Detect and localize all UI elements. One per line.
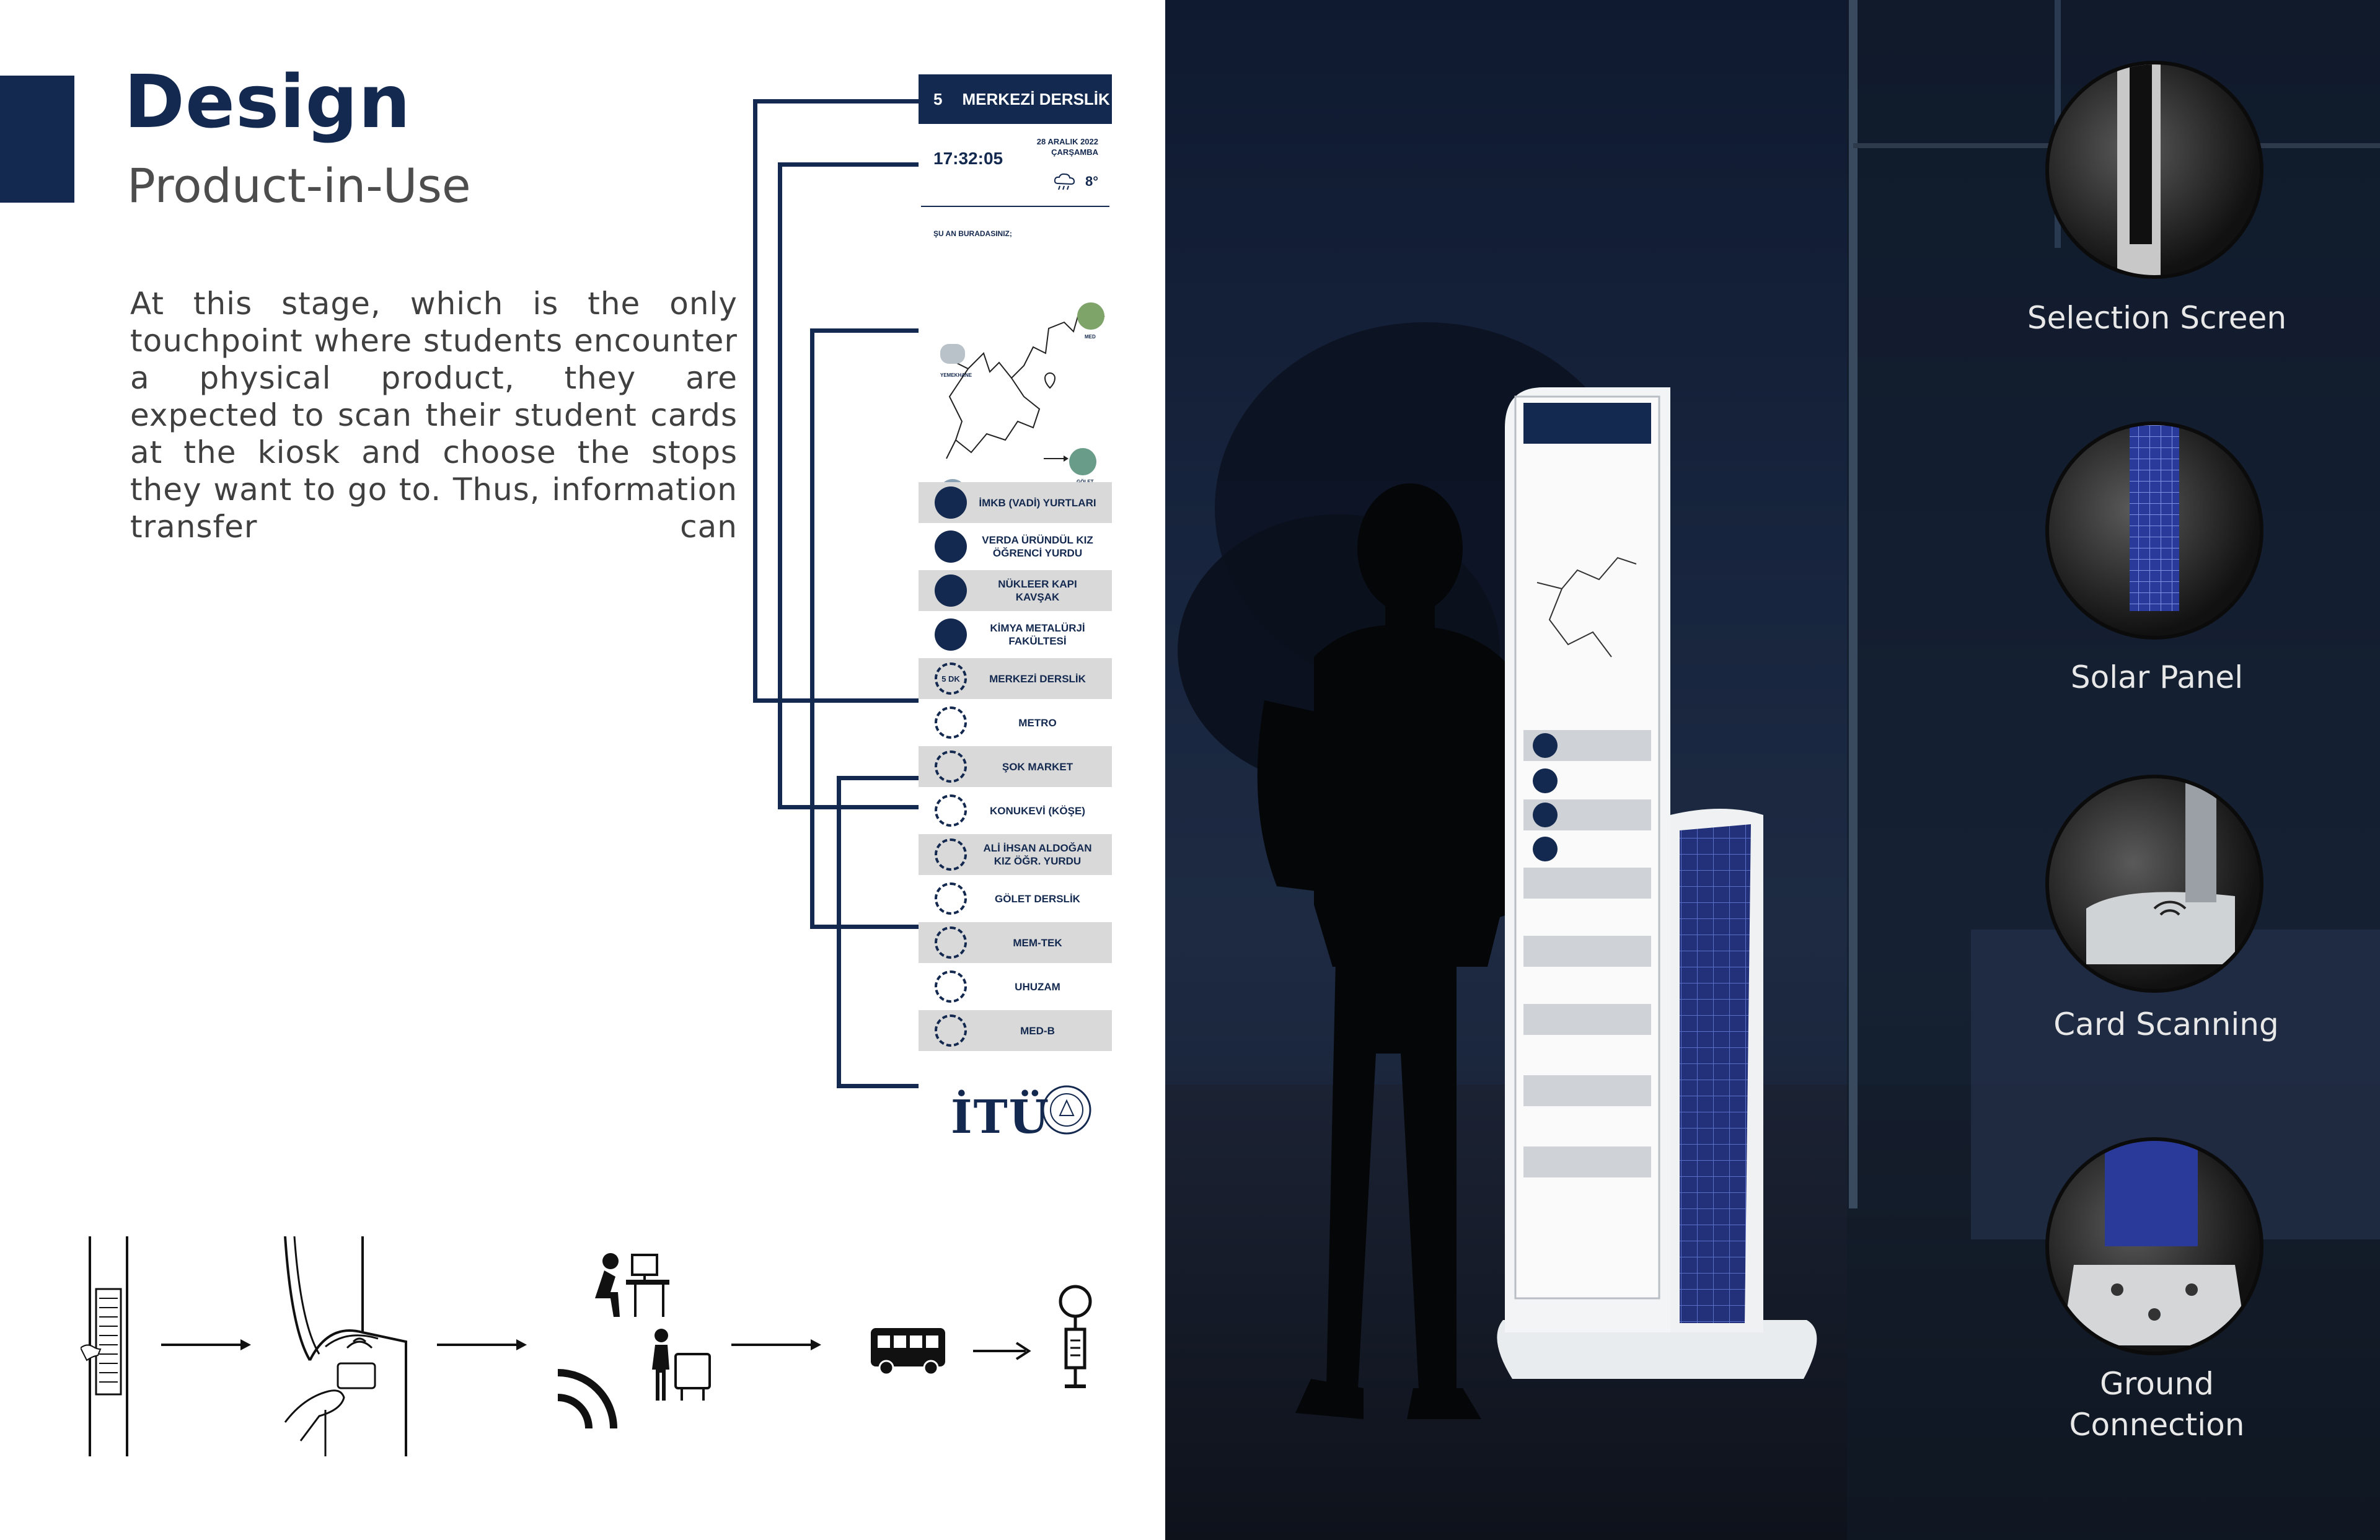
card-scanning-detail bbox=[2045, 775, 2263, 993]
ground-connection-detail bbox=[2045, 1137, 2263, 1355]
stop-name: ŞOK MARKET bbox=[1002, 760, 1073, 773]
station-name: MERKEZİ DERSLİK bbox=[962, 89, 1110, 108]
stop-row[interactable] bbox=[919, 966, 1112, 1007]
stop-name: KİMYA METALÜRJİ FAKÜLTESİ bbox=[990, 622, 1085, 647]
location-pin-icon bbox=[1045, 373, 1055, 388]
bus-stop-icon bbox=[1060, 1287, 1090, 1386]
stop-row[interactable] bbox=[919, 878, 1112, 919]
stop-name: KONUKEVİ (KÖŞE) bbox=[990, 804, 1085, 817]
landmark-yemekhane: YEMEKHANE bbox=[940, 372, 972, 378]
screen-time: 17:32:05 bbox=[933, 149, 1003, 168]
rain-cloud-icon bbox=[1053, 172, 1077, 191]
solar-panel-detail bbox=[2045, 421, 2263, 640]
stop-row[interactable] bbox=[919, 570, 1112, 611]
stop-name: İMKB (VADİ) YURTLARI bbox=[979, 496, 1096, 509]
university-seal-icon bbox=[1041, 1085, 1092, 1135]
product-photo bbox=[1165, 0, 2380, 1540]
stop-row[interactable] bbox=[919, 790, 1112, 831]
date-text: 28 ARALIK 2022 bbox=[1036, 137, 1098, 146]
stop-name: ALİ İHSAN ALDOĞAN KIZ ÖĞR. YURDU bbox=[983, 842, 1092, 867]
kiosk-screen bbox=[919, 74, 1112, 1165]
process-illustration bbox=[81, 1236, 1116, 1466]
bus-icon bbox=[871, 1328, 945, 1375]
stop-name: GÖLET DERSLİK bbox=[995, 892, 1080, 905]
screen-date bbox=[1037, 136, 1098, 157]
solar-panel-label: Solar Panel bbox=[2070, 659, 2244, 695]
stop-list bbox=[919, 482, 1112, 1054]
stop-row[interactable] bbox=[919, 614, 1112, 655]
golet-image bbox=[1069, 448, 1096, 475]
stop-name: METRO bbox=[1018, 716, 1057, 729]
stop-name: MED-B bbox=[1020, 1024, 1055, 1037]
page-subtitle: Product-in-Use bbox=[127, 158, 471, 213]
stop-name: NÜKLEER KAPI KAVŞAK bbox=[998, 578, 1077, 603]
left-panel bbox=[0, 0, 1165, 1540]
accent-bar bbox=[0, 76, 74, 203]
connector-stops bbox=[837, 776, 922, 1088]
stop-row[interactable] bbox=[919, 922, 1112, 963]
stop-ahead-dot bbox=[935, 1014, 967, 1047]
stop-row[interactable] bbox=[919, 702, 1112, 743]
station-number: 5 bbox=[933, 89, 943, 108]
stop-row[interactable] bbox=[919, 834, 1112, 875]
selection-screen-label: Selection Screen bbox=[2027, 300, 2287, 336]
landmark-mediko: MED bbox=[1085, 334, 1096, 340]
map-label: ŞU AN BURADASINIZ; bbox=[933, 229, 1012, 238]
stop-ahead-dot bbox=[935, 838, 967, 871]
stop-name: MEM-TEK bbox=[1013, 936, 1062, 949]
stop-ahead-dot bbox=[935, 706, 967, 739]
description-text: At this stage, which is the only touchpoint where students encounter a physical product, they are expected to scan their student cards at the kiosk and choose the stops they want to go to. Thus, information transfer can bbox=[130, 286, 738, 545]
card-scanning-label: Card Scanning bbox=[2053, 1006, 2279, 1042]
stop-passed-dot bbox=[935, 530, 967, 563]
stop-ahead-dot bbox=[935, 794, 967, 827]
stop-ahead-dot bbox=[935, 970, 967, 1003]
stop-ahead-dot bbox=[935, 750, 967, 783]
stop-row[interactable] bbox=[919, 658, 1112, 699]
stop-passed-dot bbox=[935, 574, 967, 607]
stop-row[interactable] bbox=[919, 746, 1112, 787]
kiosk-touch-icon bbox=[81, 1236, 127, 1456]
stop-row[interactable] bbox=[919, 1010, 1112, 1051]
stop-name: VERDA ÜRÜNDÜL KIZ ÖĞRENCİ YURDU bbox=[982, 534, 1093, 559]
stop-row[interactable] bbox=[919, 482, 1112, 523]
stop-passed-dot bbox=[935, 486, 967, 519]
screen-divider bbox=[921, 206, 1109, 207]
stop-row[interactable] bbox=[919, 526, 1112, 567]
weather bbox=[1053, 172, 1098, 191]
page-title: Design bbox=[124, 59, 412, 144]
stop-name: MERKEZİ DERSLİK bbox=[989, 672, 1086, 685]
stop-name: UHUZAM bbox=[1015, 980, 1060, 993]
temperature: 8° bbox=[1085, 174, 1098, 189]
yemekhane-image bbox=[940, 344, 965, 364]
itu-logo: İTÜ bbox=[951, 1091, 1051, 1144]
signal-operator-icon bbox=[558, 1253, 710, 1428]
selection-screen-detail bbox=[2045, 61, 2263, 279]
card-scan-icon bbox=[285, 1236, 406, 1456]
day-text: ÇARŞAMBA bbox=[1051, 147, 1098, 157]
ground-connection-label: Ground Connection bbox=[2069, 1366, 2245, 1443]
stop-current-dot: 5 DK bbox=[935, 662, 967, 695]
screen-header bbox=[919, 74, 1112, 124]
mediko-image bbox=[1077, 302, 1104, 330]
stop-passed-dot bbox=[935, 618, 967, 651]
stop-ahead-dot bbox=[935, 926, 967, 959]
stop-ahead-dot bbox=[935, 882, 967, 915]
